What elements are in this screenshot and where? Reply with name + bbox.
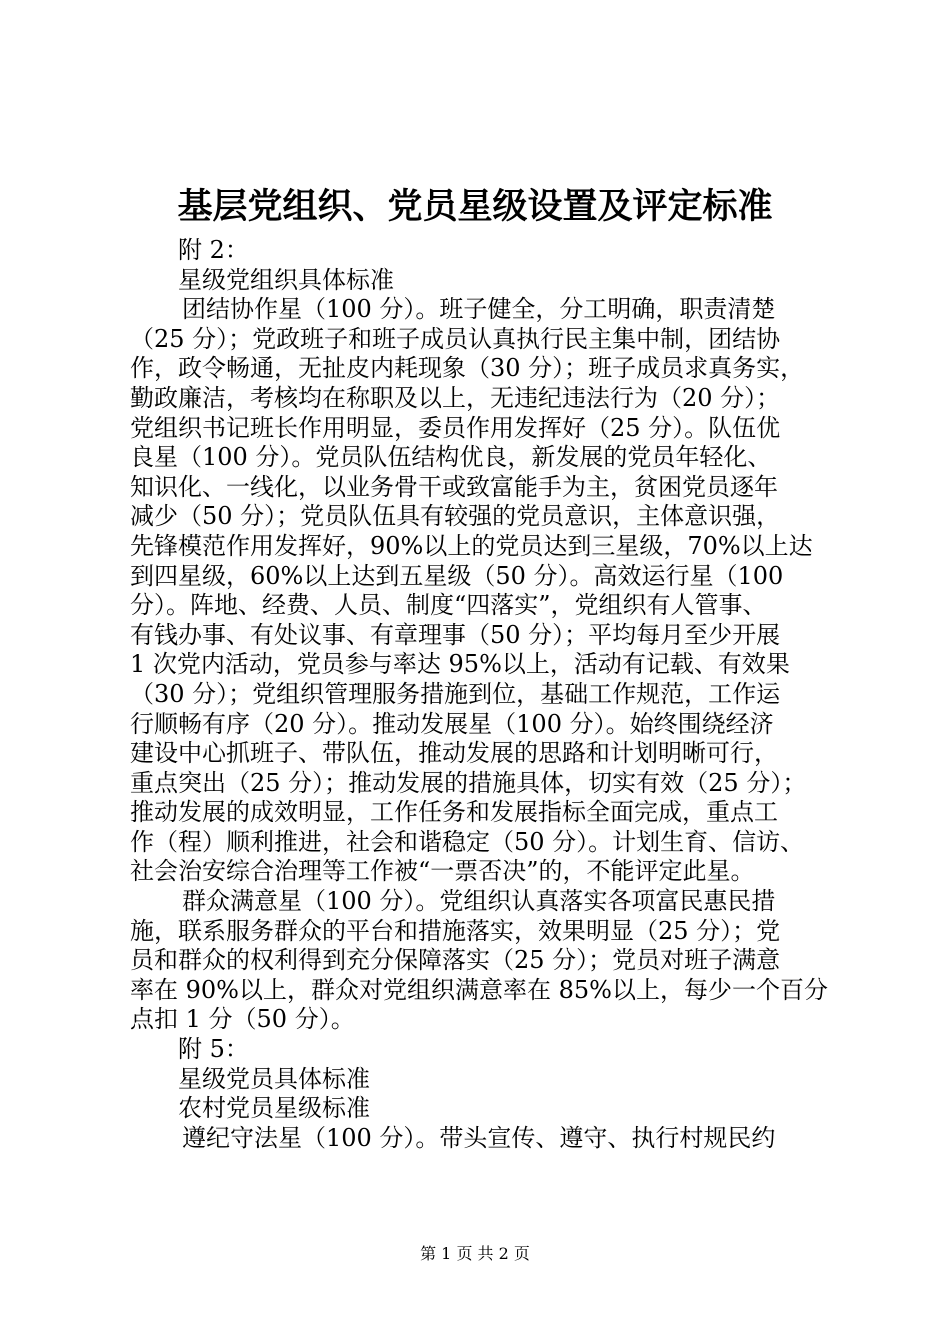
paragraph-line: 点扣 1 分（50 分）。 (130, 1005, 355, 1034)
page-footer: 第 1 页 共 2 页 (420, 1244, 530, 1263)
paragraph-line: 党组织书记班长作用明显，委员作用发挥好（25 分）。队伍优 (130, 413, 781, 442)
paragraph-line: 团结协作星（100 分）。班子健全，分工明确，职责清楚 (182, 295, 776, 324)
appendix-label: 附 5： (178, 1035, 249, 1064)
paragraph-line: 社会治安综合治理等工作被“一票否决”的，不能评定此星。 (130, 857, 755, 886)
paragraph-line: 分）。阵地、经费、人员、制度“四落实”，党组织有人管事、 (130, 591, 767, 620)
paragraph-line: 有钱办事、有处议事、有章理事（50 分）；平均每月至少开展 (130, 620, 781, 649)
paragraph-line: 重点突出（25 分）；推动发展的措施具体，切实有效（25 分）； (130, 768, 807, 797)
section-heading: 星级党员具体标准 (178, 1064, 370, 1093)
paragraph-line: 施，联系服务群众的平台和措施落实，效果明显（25 分）；党 (130, 916, 781, 945)
paragraph-line: 减少（50 分）；党员队伍具有较强的党员意识，主体意识强， (130, 502, 781, 531)
appendix-label: 附 2： (178, 236, 249, 264)
paragraph-line: 员和群众的权利得到充分保障落实（25 分）；党员对班子满意 (130, 946, 781, 975)
paragraph-line: 知识化、一线化，以业务骨干或致富能手为主，贫困党员逐年 (130, 472, 778, 501)
document-title: 基层党组织、党员星级设置及评定标准 (177, 186, 773, 227)
paragraph-line: 作（程）顺利推进，社会和谐稳定（50 分）。计划生育、信访、 (130, 827, 805, 856)
paragraph-line: 率在 90%以上，群众对党组织满意率在 85%以上，每少一个百分 (130, 975, 828, 1004)
paragraph-line: 推动发展的成效明显，工作任务和发展指标全面完成，重点工 (130, 798, 778, 827)
paragraph-line: （30 分）；党组织管理服务措施到位，基础工作规范，工作运 (130, 679, 781, 708)
section-heading: 星级党组织具体标准 (178, 265, 394, 294)
paragraph-line: 勤政廉洁，考核均在称职及以上，无违纪违法行为（20 分）； (130, 383, 781, 412)
document-body (130, 236, 840, 1153)
paragraph-line: 行顺畅有序（20 分）。推动发展星（100 分）。始终围绕经济 (130, 709, 774, 738)
paragraph-line: 良星（100 分）。党员队伍结构优良，新发展的党员年轻化、 (130, 443, 772, 472)
paragraph-line: 作，政令畅通，无扯皮内耗现象（30 分）；班子成员求真务实， (130, 354, 805, 383)
paragraph-line: 1 次党内活动，党员参与率达 95%以上，活动有记载、有效果 (130, 650, 790, 679)
paragraph-line: 群众满意星（100 分）。党组织认真落实各项富民惠民措 (182, 887, 776, 916)
paragraph-line: （25 分）；党政班子和班子成员认真执行民主集中制，团结协 (130, 324, 781, 353)
paragraph-line: 建设中心抓班子、带队伍，推动发展的思路和计划明晰可行， (130, 739, 778, 768)
section-heading: 农村党员星级标准 (178, 1094, 370, 1123)
paragraph-line: 遵纪守法星（100 分）。带头宣传、遵守、执行村规民约 (182, 1123, 776, 1152)
paragraph-line: 先锋模范作用发挥好，90%以上的党员达到三星级，70%以上达 (130, 531, 813, 560)
paragraph-line: 到四星级，60%以上达到五星级（50 分）。高效运行星（100 (130, 561, 784, 590)
